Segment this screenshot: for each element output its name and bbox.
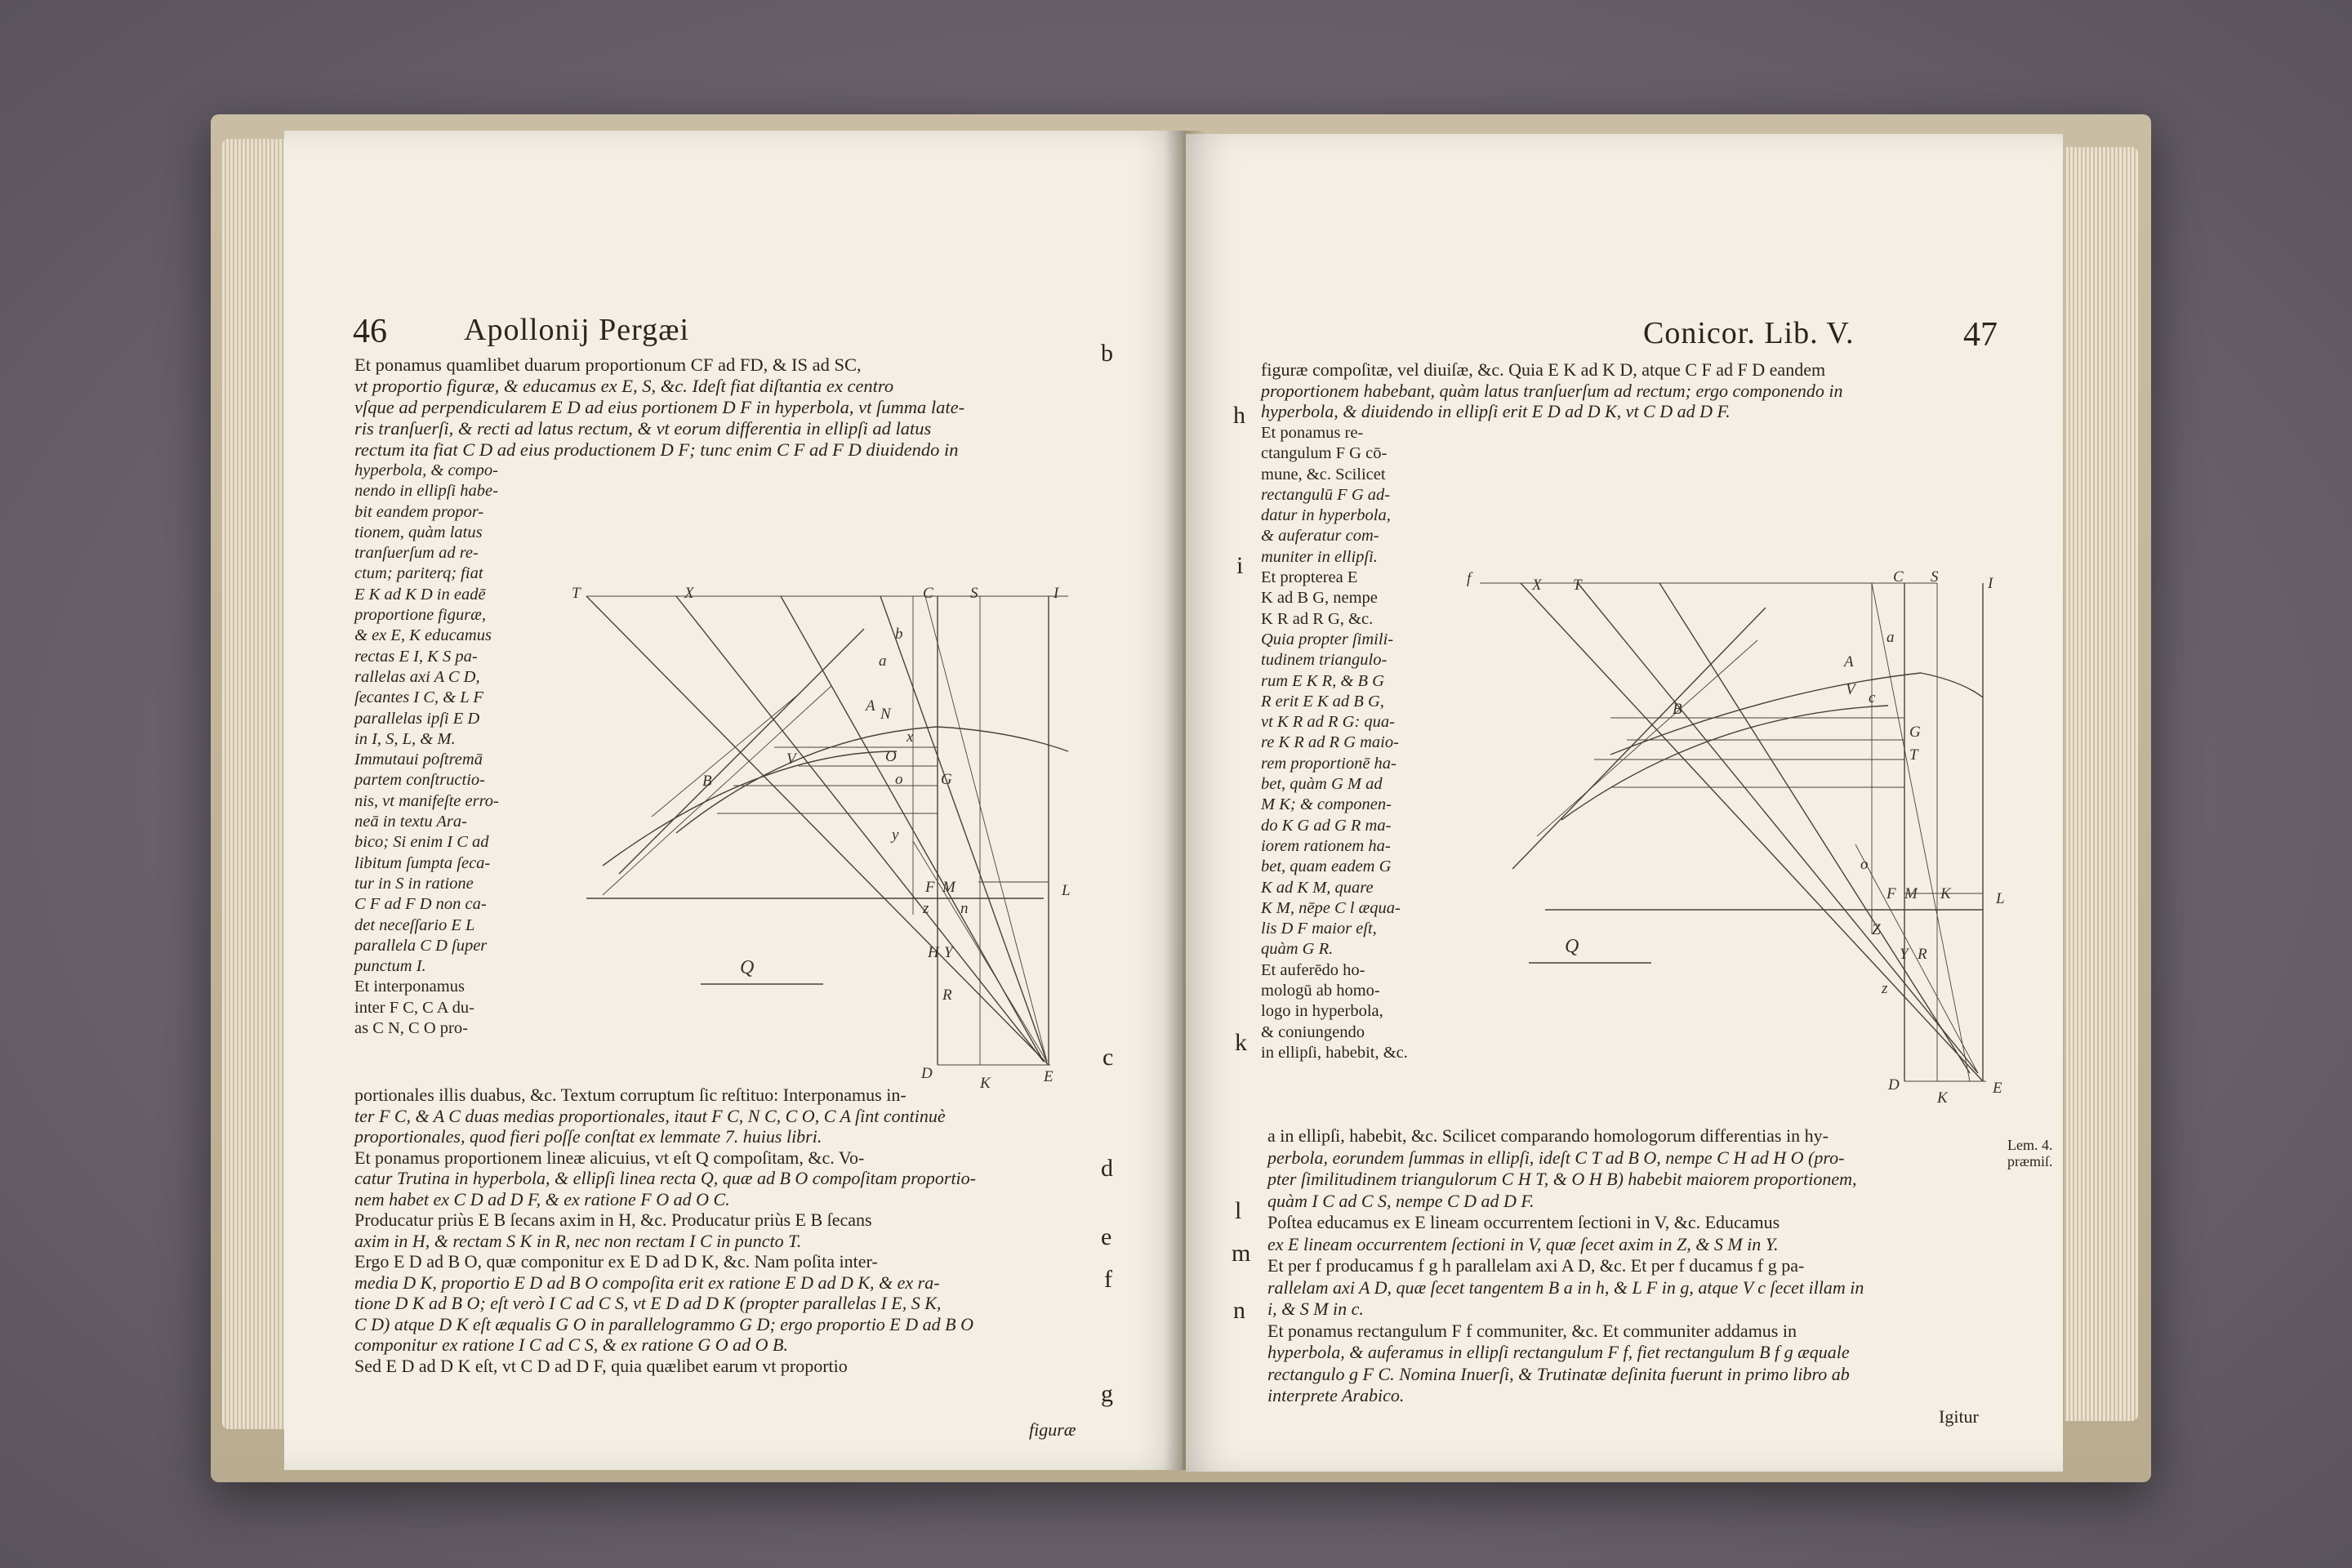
text-line: K ad K M, quare	[1261, 878, 1374, 897]
text-line: Et interponamus	[354, 978, 465, 996]
text-line: K M, nēpe C l æqua-	[1261, 898, 1401, 917]
text-line: vſque ad perpendicularem E D ad eius portionem D F in hyperbola, vt ſumma late-	[354, 397, 965, 417]
point-label: X	[684, 585, 694, 602]
text-line: punctum I.	[354, 957, 426, 976]
text-line: in I, S, L, & M.	[354, 729, 456, 748]
text-line: mune, &c. Scilicet	[1261, 465, 1386, 483]
point-label: F	[925, 879, 935, 896]
margin-letter: e	[1101, 1223, 1112, 1250]
point-label: B	[1673, 701, 1682, 718]
text-line: Et ponamus rectangulum F f communiter, &c. Et communiter addamus in	[1267, 1320, 1797, 1341]
top-text-block	[354, 354, 964, 461]
text-line: datur in hyperbola,	[1261, 506, 1391, 525]
text-line: media D K, proportio E D ad B O compoſita erit ex ratione E D ad D K, & ex ra-	[354, 1272, 940, 1293]
margin-letter: c	[1102, 1044, 1114, 1071]
text-line: as C N, C O pro-	[354, 1019, 468, 1038]
point-label: f	[1467, 570, 1472, 587]
text-line: i, & S M in c.	[1267, 1298, 1364, 1319]
column-text-block	[1261, 423, 1408, 1063]
point-label: T	[1573, 577, 1582, 594]
text-line: iorem rationem ha-	[1261, 836, 1391, 855]
margin-letter: k	[1235, 1029, 1247, 1056]
point-label: T	[1909, 746, 1918, 764]
point-label: D	[1888, 1076, 1900, 1094]
text-line: lis D F maior eſt,	[1261, 920, 1377, 938]
text-line: hyperbola, & compo-	[354, 461, 498, 479]
point-label: V	[1846, 681, 1855, 698]
point-label: S	[1931, 568, 1939, 586]
point-label: I	[1988, 575, 1993, 592]
text-line: hyperbola, & auferamus in ellipſi rectangulum F f, fiet rectangulum B f g æquale	[1267, 1342, 1850, 1362]
page-number: 46	[353, 313, 387, 350]
text-line: tionem, quàm latus	[354, 523, 483, 541]
figure-labels	[572, 585, 1071, 1092]
margin-letter: n	[1233, 1297, 1245, 1324]
text-line: libitum ſumpta ſeca-	[354, 853, 491, 872]
page-number: 47	[1963, 316, 1998, 354]
page-edges-right	[2065, 147, 2138, 1421]
text-line: perbola, eorundem ſummas in ellipſi, ideſt C T ad B O, nempe C H ad H O (pro-	[1267, 1147, 1845, 1168]
text-line: parallelas ipſi E D	[354, 709, 480, 728]
page-edges-left	[222, 139, 287, 1429]
text-line: Producatur priùs E B ſecans axim in H, &c. Producatur priùs E B ſecans	[354, 1209, 872, 1230]
point-label: S	[970, 585, 978, 602]
point-label: I	[1054, 585, 1059, 602]
point-label: o	[1860, 856, 1869, 873]
text-line: rallelam axi A D, quæ ſecet tangentem B a in h, & L F in g, atque V c ſecet illam in	[1267, 1276, 1864, 1298]
point-label: K	[1940, 885, 1951, 902]
text-line: det neceſſario E L	[354, 915, 475, 934]
text-line: axim in H, & rectam S K in R, nec non rectam I C in puncto T.	[354, 1230, 802, 1251]
point-label: C	[923, 585, 933, 602]
text-line: E K ad K D in eadē	[354, 585, 486, 604]
text-line: tranſuerſum ad re-	[354, 544, 479, 563]
text-line: nem habet ex C D ad D F, & ex ratione F O ad O C.	[354, 1188, 730, 1209]
point-label: R	[942, 987, 952, 1004]
text-line: ctum; pariterq; fiat	[354, 564, 483, 583]
text-line: M K; & componen-	[1261, 795, 1392, 814]
text-line: vt K R ad R G: qua-	[1261, 713, 1395, 732]
text-line: quàm I C ad C S, nempe C D ad D F.	[1267, 1190, 1535, 1211]
text-line: ex E lineam occurrentem ſectioni in V, quæ ſecet axim in Z, & S M in Y.	[1267, 1233, 1779, 1254]
point-label: V	[786, 751, 796, 768]
geometric-figure	[554, 572, 1125, 1094]
text-line: C F ad F D non ca-	[354, 895, 487, 914]
point-label: M	[942, 879, 956, 896]
side-note-line: Lem. 4.	[2007, 1137, 2053, 1153]
point-label: X	[1532, 577, 1542, 594]
text-line: Ergo E D ad B O, quæ componitur ex E D ad D K, &c. Nam poſita inter-	[354, 1251, 878, 1272]
text-line: rem proportionē ha-	[1261, 754, 1396, 773]
text-line: rectangulo g F C. Nomina Inuerſi, & Trutinatæ deſinita fuerunt in primo libro ab	[1267, 1363, 1850, 1384]
figure-lines	[1480, 583, 1986, 1081]
text-line: Et propterea E	[1261, 568, 1358, 587]
margin-letter: i	[1236, 552, 1244, 579]
text-line: tur in S in ratione	[354, 874, 474, 893]
text-line: rallelas axi A C D,	[354, 667, 480, 686]
point-label: N	[880, 706, 891, 723]
side-note	[2007, 1137, 2053, 1169]
point-label: D	[921, 1065, 933, 1082]
text-line: bet, quàm G M ad	[1261, 775, 1383, 794]
point-label: T	[572, 585, 581, 602]
text-line: logo in hyperbola,	[1261, 1002, 1383, 1021]
text-line: K R ad R G, &c.	[1261, 609, 1374, 628]
text-line: ctangulum F G cō-	[1261, 444, 1388, 463]
text-line: ter F C, & A C duas medias proportionales, itaut F C, N C, C O, C A ſint continuè	[354, 1105, 946, 1126]
point-label: G	[941, 771, 952, 788]
point-label: y	[892, 826, 899, 844]
point-label: E	[1044, 1068, 1054, 1085]
figure-lines	[586, 596, 1068, 1065]
column-text-block	[354, 461, 499, 1039]
margin-letter: g	[1101, 1380, 1113, 1407]
margin-letter: h	[1233, 402, 1245, 429]
text-line: proportione figuræ,	[354, 606, 486, 625]
text-line: componitur ex ratione I C ad C S, & ex ratione G O ad O B.	[354, 1334, 788, 1355]
text-line: in ellipſi, habebit, &c.	[1261, 1043, 1408, 1062]
point-label: O	[885, 748, 897, 765]
text-line: proportionem habebant, quàm latus tranſuerſum ad rectum; ergo componendo in	[1261, 380, 1843, 401]
top-text-block	[1261, 359, 1843, 422]
text-line: parallela C D ſuper	[354, 936, 488, 955]
text-line: R erit E K ad B G,	[1261, 692, 1384, 710]
point-label: Y	[1900, 946, 1909, 963]
side-note-line: præmiſ.	[2007, 1153, 2053, 1169]
text-line: nendo in ellipſi habe-	[354, 482, 498, 501]
text-line: bit eandem propor-	[354, 502, 484, 521]
open-book	[211, 114, 2151, 1482]
bottom-text-block	[354, 1085, 976, 1376]
text-line: catur Trutina in hyperbola, & ellipſi linea recta Q, quæ ad B O compoſitam proportio-	[354, 1168, 976, 1188]
point-label: A	[1844, 653, 1854, 670]
text-line: ris tranſuerſi, & recti ad latus rectum, & vt eorum differentia in ellipſi ad latus	[354, 418, 932, 439]
text-line: & ex E, K educamus	[354, 626, 492, 645]
point-label: K	[980, 1075, 991, 1092]
text-line: ſecantes I C, & L F	[354, 688, 483, 707]
point-label: C	[1893, 568, 1904, 586]
text-line: proportionales, quod fieri poſſe conſtat ex lemmate 7. huius libri.	[354, 1126, 822, 1147]
point-label: L	[1996, 890, 2005, 907]
text-line: Et ponamus proportionem lineæ alicuius, vt eſt Q compoſitam, &c. Vo-	[354, 1147, 865, 1168]
text-line: hyperbola, & diuidendo in ellipſi erit E D ad D K, vt C D ad D F.	[1261, 401, 1731, 421]
text-line: Quia propter ſimili-	[1261, 630, 1394, 648]
text-line: tudinem triangulo-	[1261, 651, 1388, 670]
point-label: F	[1886, 885, 1896, 902]
text-line: interprete Arabico.	[1267, 1385, 1405, 1405]
point-label: G	[1909, 724, 1921, 741]
text-line: muniter in ellipſi.	[1261, 547, 1378, 566]
margin-letter: b	[1101, 340, 1113, 367]
text-line: Sed E D ad D K eſt, vt C D ad D F, quia quælibet earum vt proportio	[354, 1355, 848, 1376]
bottom-text-block	[1267, 1125, 1864, 1407]
point-label: L	[1062, 882, 1071, 899]
point-label: E	[1993, 1080, 2002, 1097]
point-label: A	[866, 697, 875, 715]
text-line: bico; Si enim I C ad	[354, 833, 489, 852]
margin-letter: l	[1235, 1197, 1242, 1224]
margin-letter: d	[1101, 1155, 1113, 1182]
text-line: rectum ita fiat C D ad eius productionem D F; tunc enim C F ad F D diuidendo in	[354, 439, 959, 460]
point-label: R	[1918, 946, 1927, 963]
text-line: & coniungendo	[1261, 1022, 1365, 1041]
point-label: K	[1937, 1089, 1948, 1107]
point-label: b	[895, 626, 903, 643]
running-head: Conicor. Lib. V.	[1643, 316, 1855, 350]
point-label: a	[879, 653, 887, 670]
point-label: x	[906, 728, 914, 746]
text-line: & auferatur com-	[1261, 527, 1379, 546]
text-line: rum E K R, & B G	[1261, 671, 1384, 690]
right-page	[1186, 134, 2063, 1472]
text-line: C D) atque D K eſt æqualis G O in parallelogrammo G D; ergo proportio E D ad B O	[354, 1313, 973, 1334]
point-label: M	[1904, 885, 1918, 902]
point-label: B	[702, 773, 712, 790]
text-line: inter F C, C A du-	[354, 998, 474, 1017]
text-line: re K R ad R G maio-	[1261, 733, 1399, 752]
catchword: Igitur	[1939, 1406, 1979, 1427]
left-page	[284, 131, 1183, 1470]
point-label: Z	[1872, 921, 1881, 938]
text-line: pter ſimilitudinem triangulorum C H T, & O H B) habebit maiorem proportionem,	[1267, 1169, 1857, 1189]
point-label: o	[895, 771, 903, 788]
text-line: figuræ compoſitæ, vel diuiſæ, &c. Quia E K ad K D, atque C F ad F D eandem	[1261, 359, 1826, 380]
text-line: Et auferēdo ho-	[1261, 960, 1365, 979]
catchword: figuræ	[1029, 1419, 1076, 1440]
text-line: Et ponamus quamlibet duarum proportionum CF ad FD, & IS ad SC,	[354, 354, 862, 375]
text-line: do K G ad G R ma-	[1261, 816, 1392, 835]
text-line: a in ellipſi, habebit, &c. Scilicet comparando homologorum differentias in hy-	[1267, 1125, 1829, 1146]
running-head: Apollonij Pergæi	[464, 313, 690, 347]
text-line: Et ponamus re-	[1261, 424, 1364, 442]
q-label: Q	[740, 957, 755, 978]
point-label: c	[1869, 689, 1876, 706]
point-label: a	[1886, 629, 1895, 646]
text-line: partem conſtructio-	[354, 771, 485, 790]
point-label: z	[923, 900, 929, 917]
text-line: tione D K ad B O; eſt verò I C ad C S, vt E D ad D K (propter parallelas I E, S K,	[354, 1293, 942, 1313]
text-line: rectas E I, K S pa-	[354, 647, 478, 666]
point-label: n	[960, 900, 969, 917]
text-line: nis, vt manifeſte erro-	[354, 791, 499, 810]
figure-labels	[1467, 568, 2005, 1107]
text-line: portionales illis duabus, &c. Textum corruptum ſic reſtituo: Interponamus in-	[354, 1085, 906, 1105]
text-line: mologū ab homo-	[1261, 982, 1380, 1000]
text-line: quàm G R.	[1261, 940, 1334, 959]
text-line: Poſtea educamus ex E lineam occurrentem ſectioni in V, &c. Educamus	[1267, 1212, 1780, 1232]
point-label: z	[1882, 980, 1888, 997]
point-label: H	[928, 944, 939, 961]
text-line: K ad B G, nempe	[1261, 589, 1378, 608]
q-label: Q	[1565, 936, 1579, 957]
text-line: neā in textu Ara-	[354, 813, 467, 831]
point-label: Y	[944, 944, 953, 961]
text-line: vt proportio figuræ, & educamus ex E, S, &c. Ideſt fiat diſtantia ex centro	[354, 376, 894, 396]
geometric-figure	[1463, 559, 2027, 1114]
margin-letter: f	[1104, 1266, 1112, 1293]
text-line: bet, quam eadem G	[1261, 858, 1392, 876]
margin-letter: m	[1232, 1240, 1251, 1267]
text-line: rectangulū F G ad-	[1261, 485, 1391, 504]
text-line: Immutaui poſtremā	[354, 751, 483, 769]
text-line: Et per f producamus f g h parallelam axi A D, &c. Et per f ducamus f g pa-	[1267, 1255, 1805, 1276]
